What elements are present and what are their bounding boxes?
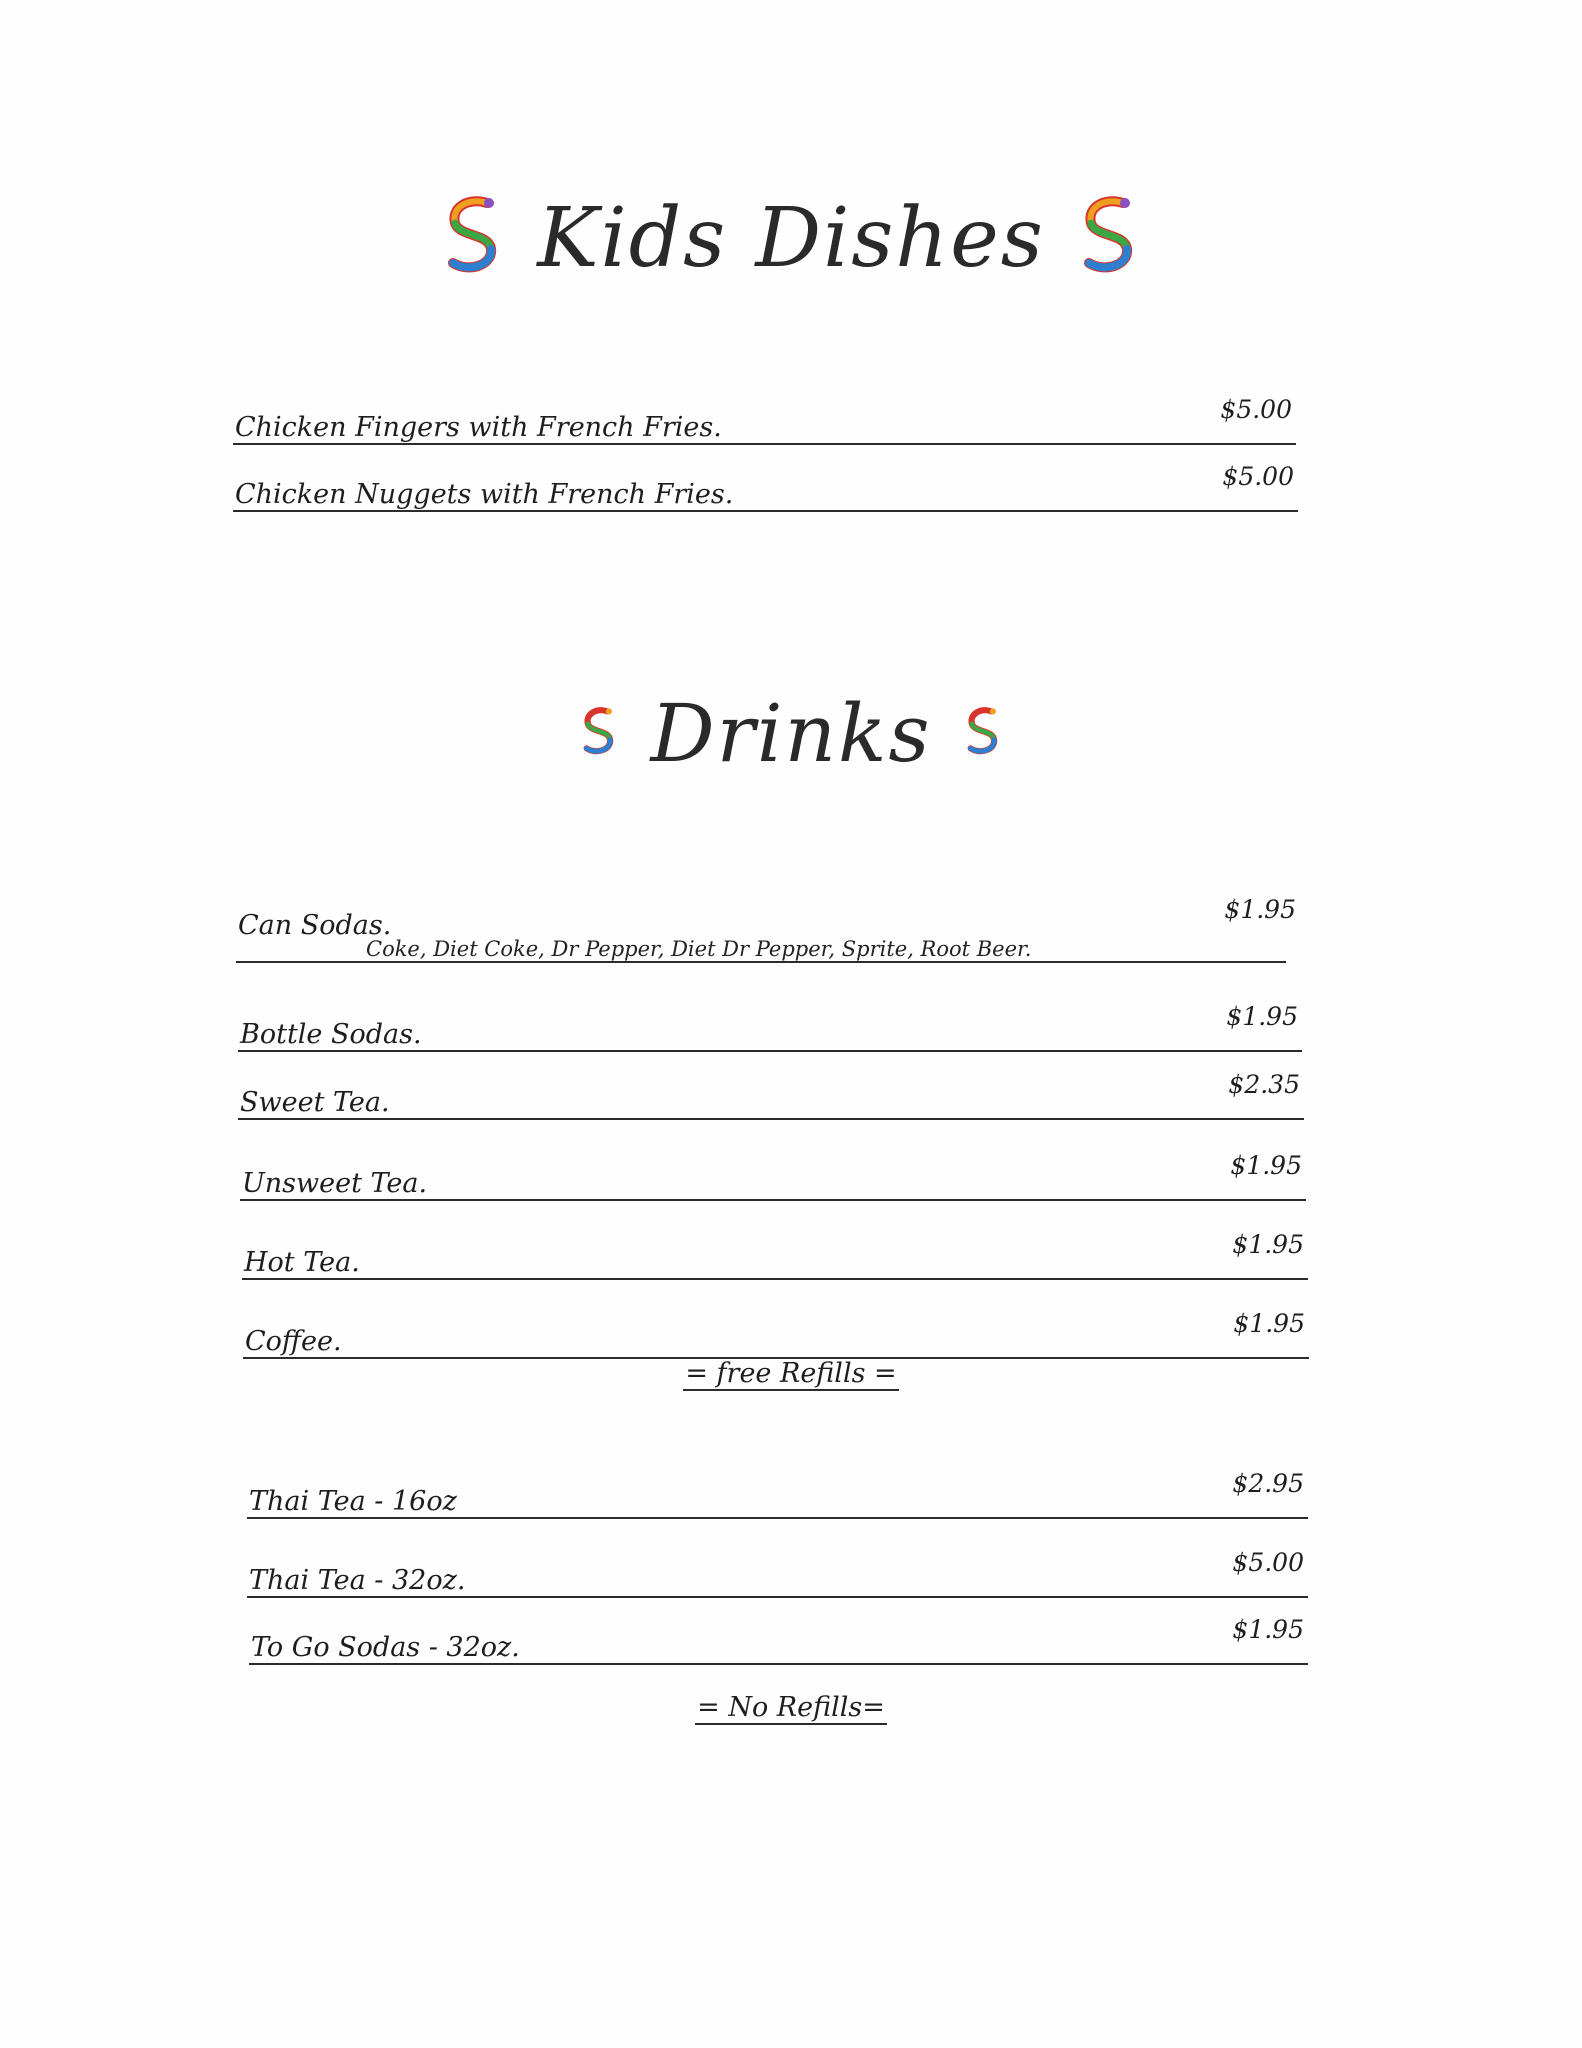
item-price: $5.00 <box>1220 395 1292 424</box>
item-name: Hot Tea. <box>244 1247 360 1278</box>
menu-item-row <box>233 395 1296 445</box>
item-name: To Go Sodas - 32oz. <box>251 1632 520 1663</box>
item-underline <box>238 1118 1304 1120</box>
menu-item-row <box>238 1002 1302 1052</box>
item-underline <box>249 1663 1308 1665</box>
menu-item-row <box>238 1070 1304 1120</box>
item-underline <box>233 443 1296 445</box>
item-name: Can Sodas. <box>238 910 392 941</box>
item-price: $1.95 <box>1233 1309 1305 1338</box>
item-underline <box>247 1596 1308 1598</box>
dragon-icon <box>962 705 1004 761</box>
item-price: $5.00 <box>1232 1548 1304 1577</box>
menu-item-row <box>242 1230 1308 1280</box>
item-name: Thai Tea - 32oz. <box>249 1565 466 1596</box>
item-name: Bottle Sodas. <box>240 1019 422 1050</box>
item-underline <box>242 1278 1308 1280</box>
dragon-icon <box>439 193 507 283</box>
item-price: $1.95 <box>1226 1002 1298 1031</box>
item-price: $1.95 <box>1224 895 1296 924</box>
item-underline <box>247 1517 1308 1519</box>
item-price: $2.95 <box>1232 1469 1304 1498</box>
item-name: Sweet Tea. <box>240 1087 390 1118</box>
item-name: Thai Tea - 16oz <box>249 1486 457 1517</box>
soda-flavors: Coke, Diet Coke, Dr Pepper, Diet Dr Pepper, Sprite, Root Beer. <box>366 937 1032 961</box>
dragon-icon <box>578 705 620 761</box>
menu-item-row <box>249 1615 1308 1665</box>
menu-item-row <box>236 895 1296 963</box>
item-price: $1.95 <box>1230 1151 1302 1180</box>
menu-item-row <box>247 1548 1308 1598</box>
dragon-icon <box>1075 193 1143 283</box>
section-title: Drinks <box>650 686 932 780</box>
item-underline <box>238 1050 1302 1052</box>
item-name: Chicken Fingers with French Fries. <box>235 412 722 443</box>
item-underline <box>233 510 1298 512</box>
item-name: Unsweet Tea. <box>242 1168 428 1199</box>
kids-dishes-heading <box>0 178 1582 298</box>
menu-item-row <box>243 1309 1309 1359</box>
item-name: Chicken Nuggets with French Fries. <box>235 479 734 510</box>
menu-item-row <box>247 1469 1308 1519</box>
item-price: $1.95 <box>1232 1230 1304 1259</box>
menu-item-row <box>233 462 1298 512</box>
free-refills-text: = free Refills = <box>685 1358 897 1389</box>
item-underline <box>236 961 1286 963</box>
free-refills-note <box>0 1358 1582 1389</box>
item-underline <box>240 1199 1306 1201</box>
drinks-heading <box>0 678 1582 788</box>
no-refills-note <box>0 1692 1582 1723</box>
item-price: $5.00 <box>1222 462 1294 491</box>
section-title: Kids Dishes <box>537 190 1045 286</box>
item-price: $1.95 <box>1232 1615 1304 1644</box>
no-refills-text: = No Refills= <box>697 1692 885 1723</box>
item-price: $2.35 <box>1228 1070 1300 1099</box>
item-name: Coffee. <box>245 1326 342 1357</box>
menu-item-row <box>240 1151 1306 1201</box>
